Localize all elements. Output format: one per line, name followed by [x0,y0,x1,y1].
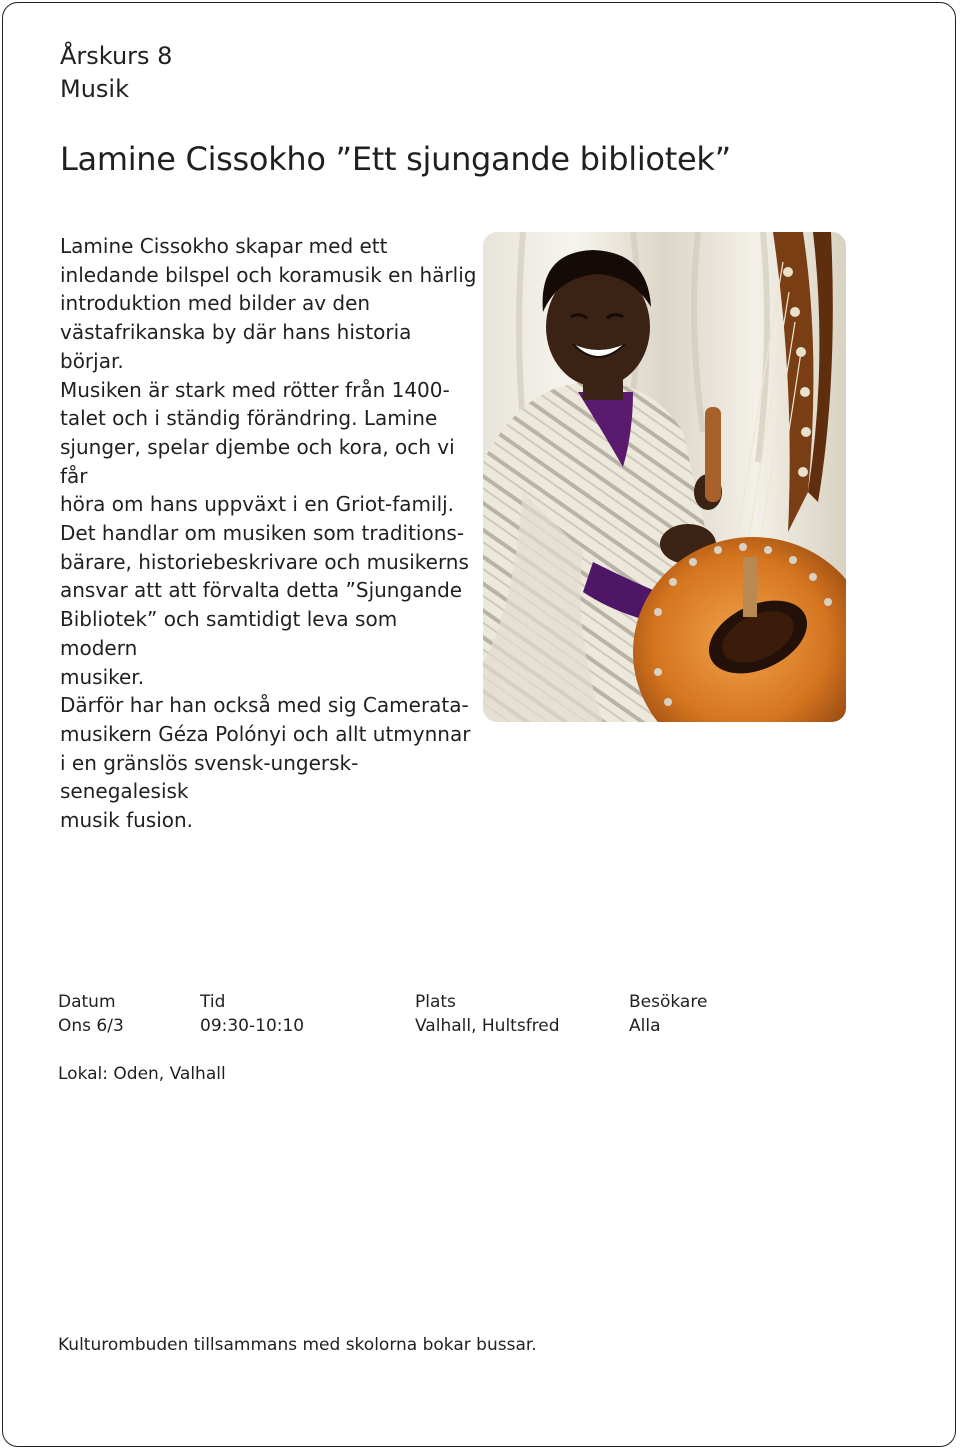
visitors-value: Alla [629,1016,661,1036]
venue-label: Lokal: Oden, Valhall [58,1064,226,1084]
time-value: 09:30-10:10 [200,1016,305,1036]
description [60,232,480,835]
grade-label: Årskurs 8 [60,42,173,70]
place-label: Plats [415,992,456,1012]
place-value: Valhall, Hultsfred [415,1016,560,1036]
musician-photo [483,232,846,722]
date-value: Ons 6/3 [58,1016,124,1036]
visitors-label: Besökare [629,992,708,1012]
date-label: Datum [58,992,116,1012]
description-paragraph: Lamine Cissokho skapar med ett inledande bilspel och koramusik en härlig introduktion med bilder av den västafrikanska by där hans historia börjar. Musiken är stark med rötter från 1400- talet och i ständig förändring. Lamine sjunger, spelar djembe och kora, och vi får höra om hans uppväxt i en Griot-familj. Det handlar om musiken som traditions- bärare, historiebeskrivare och musikerns ansvar att att förvalta detta ”Sjungande Bibliotek” och samtidigt leva som modern musiker. [60,234,477,689]
footer-note: Kulturombuden tillsammans med skolorna bokar bussar. [58,1335,537,1355]
description-paragraph: Därför har han också med sig Camerata- musikern Géza Polónyi och allt utmynnar i en gränslös svensk-ungersk-senegalesisk musik fusion. [60,693,471,833]
subject-label: Musik [60,75,129,103]
time-label: Tid [200,992,226,1012]
page-title: Lamine Cissokho ”Ett sjungande bibliotek” [60,140,731,178]
